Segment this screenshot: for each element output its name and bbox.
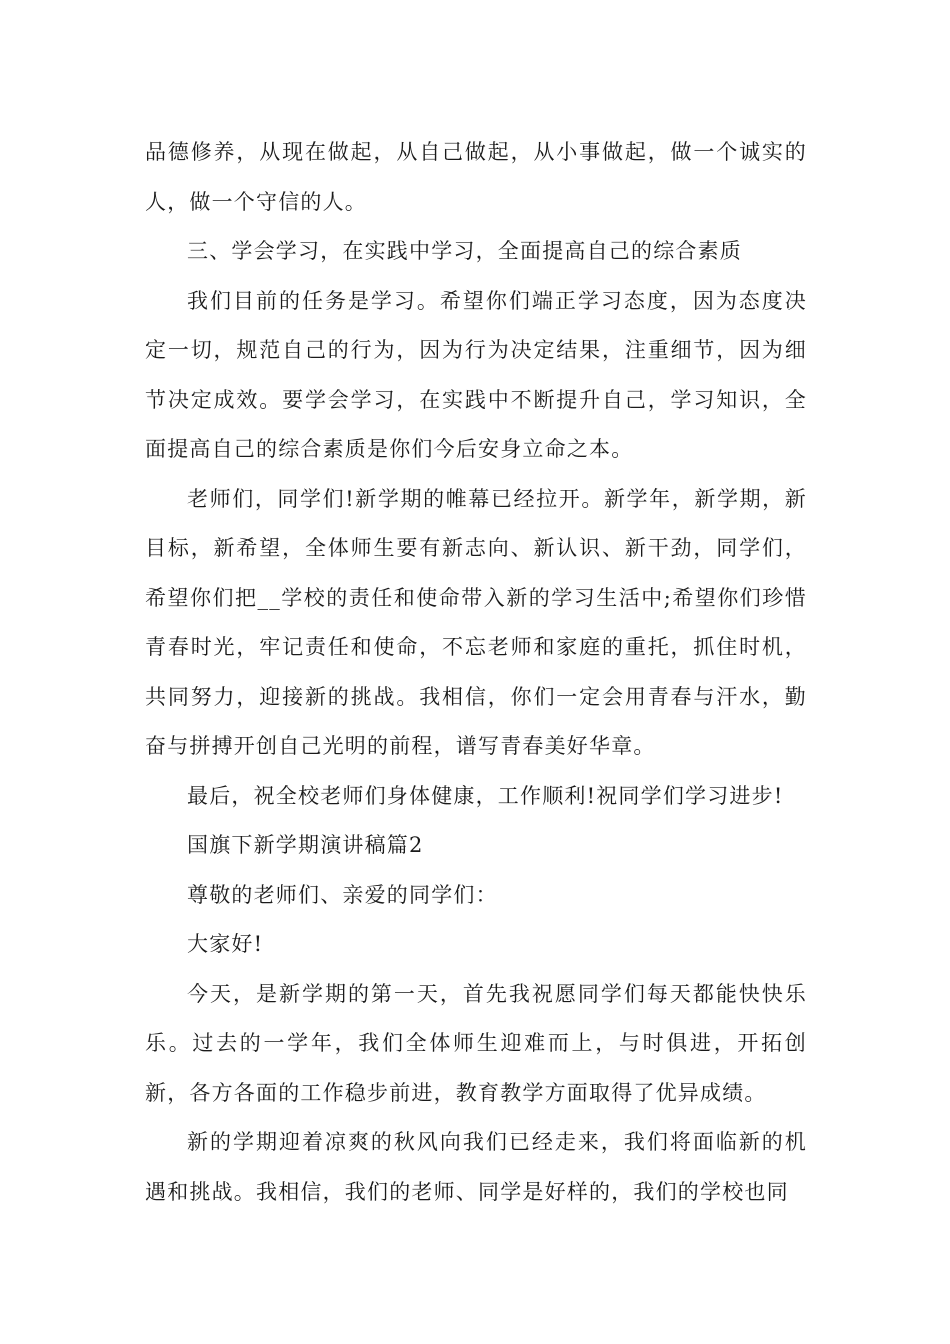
section-heading-three: 三、学会学习，在实践中学习，全面提高自己的综合素质 (187, 239, 742, 263)
paragraph-study-task: 我们目前的任务是学习。希望你们端正学习态度，因为态度决定一切，规范自己的行为，因为行为决定结果，注重细节，因为细节决定成效。要学会学习，在实践中不断提升自己，学习知识，全面提高自己的综合素质是你们今后安身立命之本。 (145, 288, 807, 461)
salutation: 尊敬的老师们、亲爱的同学们： (187, 882, 498, 907)
speech-title-2: 国旗下新学期演讲稿篇2 (187, 833, 424, 857)
greeting: 大家好! (187, 932, 264, 956)
paragraph-new-semester: 老师们，同学们!新学期的帷幕已经拉开。新学年，新学期，新目标，新希望，全体师生要有新志向、新认识、新干劲，同学们，希望你们把__学校的责任和使命带入新的学习生活中;希望你们珍惜青春时光，牢记责任和使命，不忘老师和家庭的重托，抓住时机，共同努力，迎接新的挑战。我相信，你们一定会用青春与汗水，勤奋与拼搏开创自己光明的前程，谱写青春美好华章。 (145, 486, 807, 758)
document-page (145, 128, 807, 1217)
paragraph-first-day: 今天，是新学期的第一天，首先我祝愿同学们每天都能快快乐乐。过去的一学年，我们全体师生迎难而上，与时俱进，开拓创新，各方各面的工作稳步前进，教育教学方面取得了优异成绩。 (145, 981, 807, 1105)
paragraph-continuation: 品德修养，从现在做起，从自己做起，从小事做起，做一个诚实的人，做一个守信的人。 (145, 140, 807, 214)
paragraph-new-challenges: 新的学期迎着凉爽的秋风向我们已经走来，我们将面临新的机遇和挑战。我相信，我们的老师、同学是好样的，我们的学校也同 (145, 1130, 807, 1204)
paragraph-closing-wishes: 最后，祝全校老师们身体健康，工作顺利!祝同学们学习进步! (187, 783, 784, 808)
